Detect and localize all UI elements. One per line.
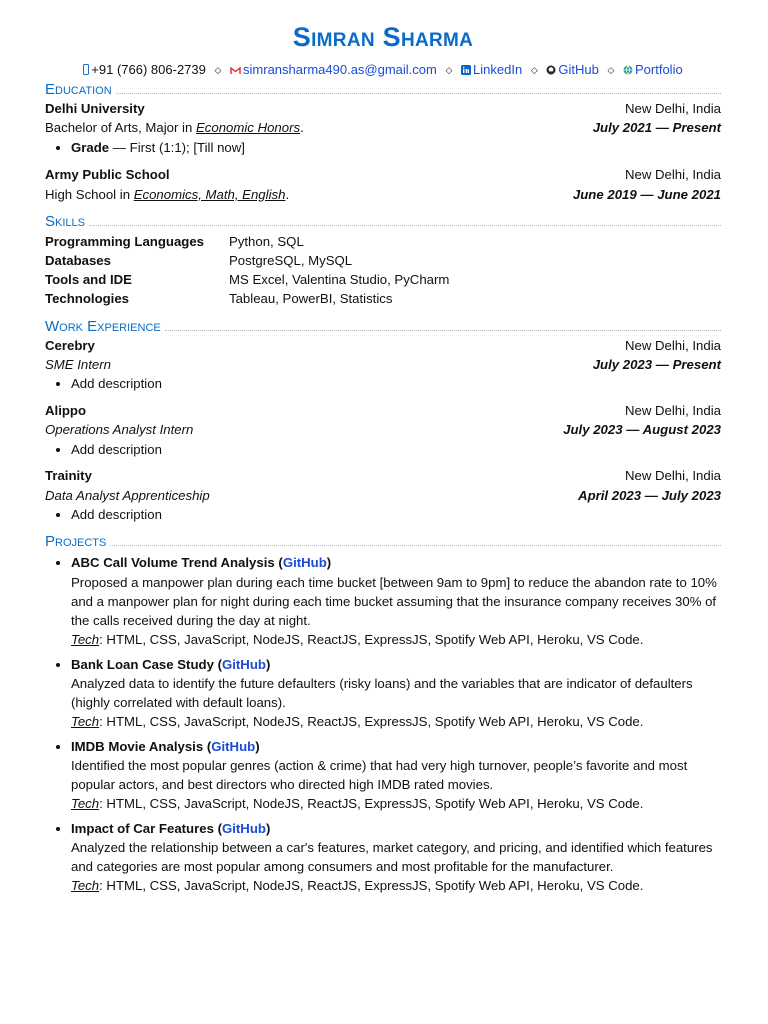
skill-value: Tableau, PowerBI, Statistics: [229, 290, 393, 306]
project-item: [71, 553, 721, 649]
degree-suffix: .: [285, 186, 290, 202]
tech-stack: : HTML, CSS, JavaScript, NodeJS, ReactJS, ExpressJS, Spotify Web API, Heroku, VS Code.: [99, 714, 644, 730]
project-tech: [71, 876, 721, 895]
education-title: Education: [45, 81, 112, 98]
separator: ◇: [445, 65, 453, 75]
project-link-wrap: (GitHub): [206, 738, 260, 754]
project-link-wrap: (GitHub): [278, 555, 332, 571]
project-tech: [71, 712, 721, 731]
project-github-link[interactable]: GitHub: [282, 555, 327, 571]
education-entry: [45, 99, 721, 157]
degree-field: Economic Honors: [196, 120, 301, 136]
education-dates: July 2021 — Present: [592, 120, 721, 136]
experience-entry: [45, 336, 721, 394]
tech-stack: : HTML, CSS, JavaScript, NodeJS, ReactJS, ExpressJS, Spotify Web API, Heroku, VS Code.: [99, 796, 644, 812]
skill-label: Programming Languages: [45, 234, 205, 250]
skill-value: MS Excel, Valentina Studio, PyCharm: [229, 271, 450, 287]
degree-prefix: High School in: [45, 186, 134, 202]
school-name: Delhi University: [45, 101, 145, 116]
company-name: Alippo: [45, 402, 87, 418]
project-item: [71, 737, 721, 814]
experience-heading: [45, 318, 721, 336]
job-location: New Delhi, India: [624, 337, 721, 353]
grade-label: Grade: [71, 139, 110, 155]
project-description: Identified the most popular genres (action & crime) that had very high turnover, people’s favorite and most popular actors, and best directors who directed high IMDB rated movies.: [71, 757, 688, 793]
section-divider: [116, 93, 721, 94]
github-link[interactable]: GitHub: [558, 62, 599, 77]
degree-field: Economics, Math, English: [133, 186, 286, 202]
job-dates: July 2023 — Present: [592, 357, 721, 373]
separator: ◇: [607, 65, 615, 75]
project-name: Impact of Car Features: [71, 820, 214, 836]
company-name: Trainity: [45, 468, 92, 484]
skills-table: [45, 233, 721, 309]
school-location: New Delhi, India: [624, 167, 721, 183]
phone-icon: [83, 63, 89, 79]
phone-number: +91 (766) 806-2739: [91, 62, 206, 77]
degree: [45, 185, 289, 204]
resume-page: [45, 18, 721, 901]
degree-suffix: .: [300, 120, 304, 136]
project-tech: [71, 794, 721, 813]
tech-stack: : HTML, CSS, JavaScript, NodeJS, ReactJS, ExpressJS, Spotify Web API, Heroku, VS Code.: [99, 632, 644, 648]
list-item: • Add description: [71, 505, 721, 524]
experience-title: Work Experience: [45, 317, 161, 335]
grade-value: — First (1:1); [Till now]: [109, 139, 245, 155]
project-name: ABC Call Volume Trend Analysis: [71, 555, 275, 571]
skill-label: Tools and IDE: [45, 271, 132, 287]
experience-entry: [45, 466, 721, 524]
project-github-link[interactable]: GitHub: [221, 656, 266, 672]
linkedin-link[interactable]: LinkedIn: [473, 62, 523, 77]
tech-label: Tech: [71, 796, 100, 812]
job-location: New Delhi, India: [624, 468, 721, 484]
section-divider: [110, 545, 721, 546]
projects-heading: [45, 533, 721, 551]
email-link[interactable]: simransharma490.as@gmail.com: [243, 62, 437, 77]
project-description: Analyzed the relationship between a car's features, market category, and pricing, and identified which features and categories are most popular among consumers and most profitable for the manufacturer.: [71, 839, 713, 875]
project-github-link[interactable]: GitHub: [211, 738, 256, 754]
project-item: [71, 819, 721, 896]
experience-entry: [45, 401, 721, 459]
company-name: Cerebry: [45, 337, 95, 353]
job-role: SME Intern: [45, 357, 111, 373]
education-entry: [45, 165, 721, 204]
job-location: New Delhi, India: [624, 402, 721, 418]
contact-bar: [45, 62, 721, 79]
project-description: Analyzed data to identify the future defaulters (risky loans) and the variables that are indicator of defaulters (highly correlated with default loans).: [71, 675, 693, 711]
candidate-name: Simran Sharma: [292, 22, 474, 52]
skill-value: PostgreSQL, MySQL: [229, 252, 353, 268]
list-item: [71, 138, 721, 157]
job-dates: July 2023 — August 2023: [563, 422, 721, 438]
github-icon: [546, 63, 556, 79]
project-github-link[interactable]: GitHub: [221, 820, 266, 836]
education-dates: June 2019 — June 2021: [572, 186, 721, 202]
separator: ◇: [214, 65, 222, 75]
project-link-wrap: (GitHub): [217, 820, 271, 836]
skill-label: Databases: [45, 252, 111, 268]
skills-title: Skills: [45, 213, 85, 231]
school-location: New Delhi, India: [624, 101, 721, 116]
section-divider: [165, 330, 721, 331]
tech-label: Tech: [71, 878, 100, 894]
job-role: Data Analyst Apprenticeship: [45, 487, 210, 503]
project-tech: [71, 630, 721, 649]
globe-icon: [623, 63, 633, 79]
job-dates: April 2023 — July 2023: [578, 487, 721, 503]
project-list: [45, 553, 721, 895]
project-name: Bank Loan Case Study: [71, 656, 214, 672]
tech-label: Tech: [71, 714, 100, 730]
project-description: Proposed a manpower plan during each time bucket [between 9am to 9pm] to reduce the abandon rate to 10% and a manpower plan for night during each time bucket assuming that the insurance company receives 30% of the calls received during the day at night.: [71, 574, 717, 629]
list-item: • Add description: [71, 440, 721, 459]
section-divider: [89, 225, 721, 226]
email-icon: [230, 63, 241, 79]
linkedin-icon: [461, 63, 471, 79]
tech-stack: : HTML, CSS, JavaScript, NodeJS, ReactJS, ExpressJS, Spotify Web API, Heroku, VS Code.: [99, 878, 644, 894]
skills-heading: [45, 213, 721, 231]
school-name: Army Public School: [45, 167, 170, 183]
projects-title: Projects: [45, 533, 107, 551]
portfolio-link[interactable]: Portfolio: [635, 62, 683, 77]
education-heading: [45, 81, 721, 99]
skill-label: Technologies: [45, 290, 130, 306]
project-link-wrap: (GitHub): [217, 656, 271, 672]
job-role: Operations Analyst Intern: [45, 422, 194, 438]
project-name: IMDB Movie Analysis: [71, 738, 204, 754]
separator: ◇: [530, 65, 538, 75]
tech-label: Tech: [71, 632, 100, 648]
degree: [45, 118, 304, 137]
list-item: • Add description: [71, 374, 721, 393]
degree-prefix: Bachelor of Arts, Major in: [45, 120, 196, 136]
skill-value: Python, SQL: [229, 234, 304, 250]
project-item: [71, 655, 721, 732]
